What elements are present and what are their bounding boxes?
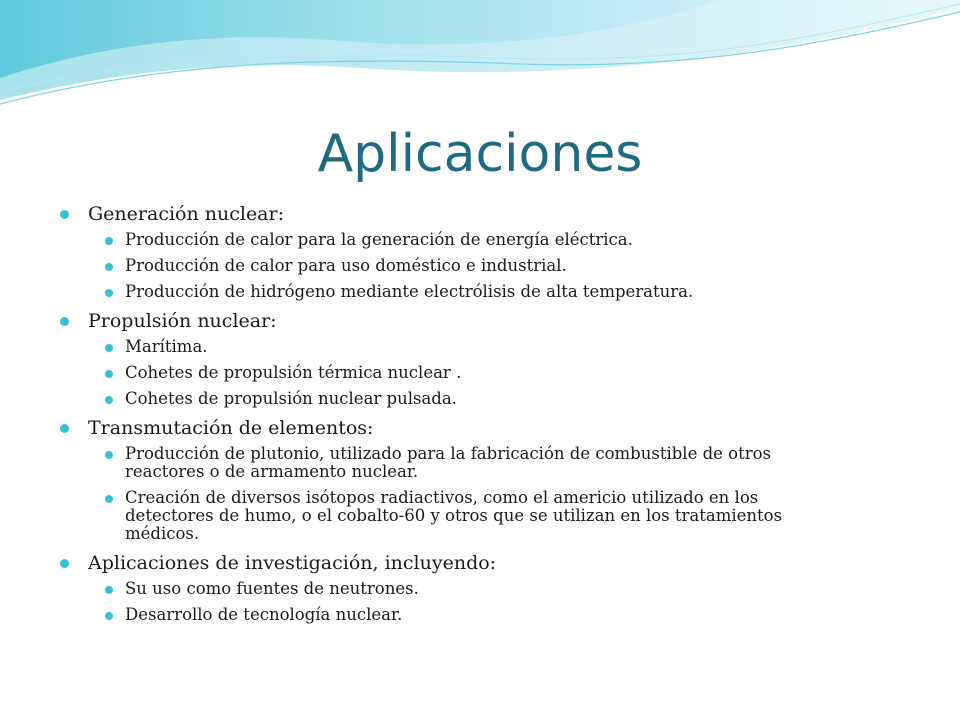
section-generacion [60, 202, 850, 301]
section-transmutacion [60, 416, 850, 543]
list-item-text: Cohetes de propulsión nuclear pulsada. [125, 389, 457, 408]
sub-list [88, 445, 850, 543]
bullet-icon [105, 370, 113, 378]
section-heading: Transmutación de elementos: [88, 417, 374, 439]
list-item [88, 283, 850, 301]
bullet-icon [60, 317, 69, 326]
bullet-content [60, 202, 850, 632]
section-heading: Propulsión nuclear: [88, 310, 277, 332]
bullet-icon [105, 237, 113, 245]
sub-list [88, 231, 850, 301]
bullet-icon [105, 396, 113, 404]
list-item [88, 338, 850, 356]
section-heading: Aplicaciones de investigación, incluyendo: [88, 552, 497, 574]
header-wave-decoration [0, 0, 960, 110]
bullet-icon [60, 210, 69, 219]
list-item-text: Producción de calor para la generación de energía eléctrica. [125, 230, 633, 249]
list-item [88, 489, 850, 543]
bullet-icon [105, 586, 113, 594]
list-item-text: Producción de plutonio, utilizado para la fabricación de combustible de otros reactores o de armamento nuclear. [125, 444, 771, 481]
sub-list [88, 580, 850, 624]
list-item-text: Cohetes de propulsión térmica nuclear . [125, 363, 462, 382]
section-heading: Generación nuclear: [88, 203, 284, 225]
bullet-icon [105, 344, 113, 352]
list-item [88, 231, 850, 249]
bullet-icon [60, 559, 69, 568]
list-item [88, 257, 850, 275]
bullet-icon [105, 289, 113, 297]
bullet-icon [60, 424, 69, 433]
list-item-text: Creación de diversos isótopos radiactivos, como el americio utilizado en los detectores de humo, o el cobalto-60 y otros que se utilizan en los tratamientos médicos. [125, 488, 783, 543]
bullet-icon [105, 612, 113, 620]
list-item [88, 445, 850, 481]
list-item [88, 580, 850, 598]
list-item-text: Producción de calor para uso doméstico e industrial. [125, 256, 567, 275]
list-item [88, 606, 850, 624]
list-item-text: Su uso como fuentes de neutrones. [125, 579, 419, 598]
bullet-icon [105, 263, 113, 271]
list-item [88, 390, 850, 408]
list-item-text: Marítima. [125, 337, 208, 356]
sub-list [88, 338, 850, 408]
bullet-icon [105, 451, 113, 459]
list-item [88, 364, 850, 382]
list-item-text: Desarrollo de tecnología nuclear. [125, 605, 403, 624]
list-item-text: Producción de hidrógeno mediante electrólisis de alta temperatura. [125, 282, 694, 301]
slide-title: Aplicaciones [317, 124, 643, 184]
section-investigacion [60, 551, 850, 624]
section-propulsion [60, 309, 850, 408]
bullet-icon [105, 495, 113, 503]
